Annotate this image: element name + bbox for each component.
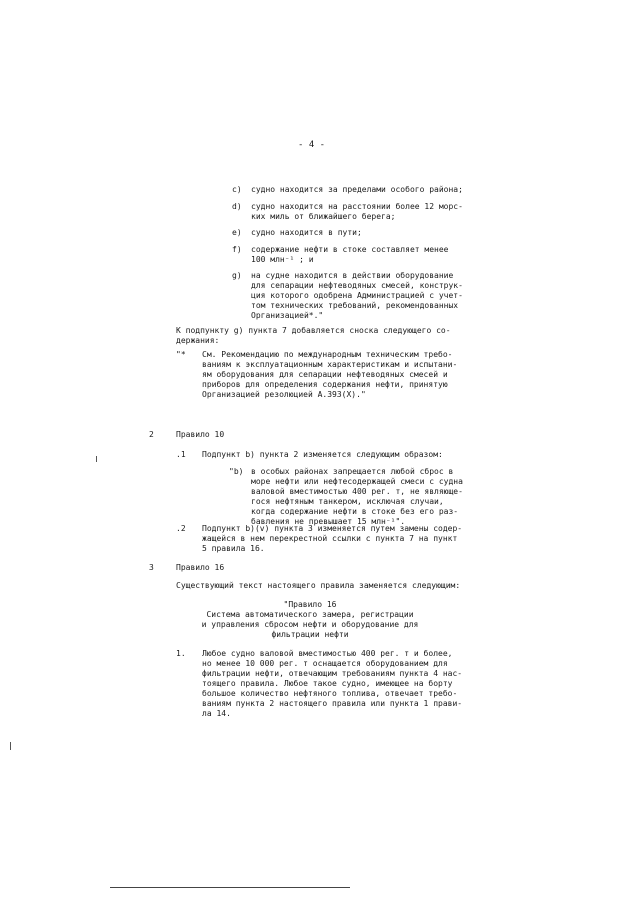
item-line: судно находится за пределами особого района; (251, 185, 463, 194)
subsection-line: Подпункт b)(v) пункта 3 изменяется путем замены содер- (202, 524, 463, 533)
quote-line: когда содержание нефти в стоке без его раз- (251, 507, 459, 516)
scan-mark (96, 456, 97, 462)
paragraph-line: ла 14. (202, 709, 231, 718)
rule-heading-line: и управления сбросом нефти и оборудование для (201, 620, 419, 629)
paragraph-line: Любое судно валовой вместимостью 400 рег. т и более, (202, 649, 453, 658)
scan-mark (10, 742, 11, 750)
paragraph-line: фильтрации нефти, отвечающим требованиям пункта 4 нас- (202, 669, 463, 678)
item-line: том технических требований, рекомендованных (251, 301, 459, 310)
quote-line: валовой вместимостью 400 рег. т, не являюще- (251, 487, 463, 496)
subsection-line: 5 правила 16. (202, 544, 265, 553)
footnote-line: Организацией резолюцией А.393(Х)." (202, 390, 366, 399)
subsection-label: .2 (176, 524, 186, 533)
section-number: 3 (149, 563, 154, 572)
section-intro: Существующий текст настоящего правила заменяется следующим: (176, 581, 461, 590)
item-line: содержание нефти в стоке составляет менее (251, 245, 449, 254)
item-label: f) (232, 245, 242, 254)
footnote-line: ям оборудования для сепарации нефтеводяных смесей и (202, 370, 448, 379)
footnote-line: приборов для определения содержания нефти, принятую (202, 380, 448, 389)
item-line: 100 млн⁻¹ ; и (251, 255, 314, 264)
quote-line: в особых районах запрещается любой сброс в (251, 467, 454, 476)
quote-line: бавления не превышает 15 млн⁻¹". (251, 517, 406, 526)
item-line: ких миль от ближайшего берега; (251, 212, 396, 221)
quote-line: гося нефтяным танкером, исключая случаи, (251, 497, 444, 506)
footnote-intro-line: К подпункту g) пункта 7 добавляется сноска следующего со- (176, 326, 451, 335)
page-number: - 4 - (298, 140, 326, 150)
item-label: g) (232, 271, 242, 280)
item-line: судно находится в пути; (251, 228, 362, 237)
item-label: c) (232, 185, 242, 194)
paragraph-line: ваниям пункта 2 настоящего правила или пункта 1 прави- (202, 699, 463, 708)
quote-line: море нефти или нефтесодержащей смеси с судна (251, 477, 463, 486)
footnote-intro-line: держания: (176, 336, 220, 345)
item-line: судно находится на расстоянии более 12 морс- (251, 202, 463, 211)
rule-heading-line: "Правило 16 (283, 600, 337, 609)
quote-label: "b) (229, 467, 244, 476)
paragraph-line: но менее 10 000 рег. т оснащается оборудованием для (202, 659, 448, 668)
subsection-text: Подпункт b) пункта 2 изменяется следующим образом: (202, 450, 443, 459)
item-line: Организацией*." (251, 311, 324, 320)
item-label: d) (232, 202, 242, 211)
rule-heading-line: фильтрации нефти (271, 630, 349, 639)
section-title: Правило 10 (176, 430, 225, 439)
footnote-mark: "* (176, 350, 186, 359)
rule-heading-line: Система автоматического замера, регистрации (206, 610, 414, 619)
paragraph-line: тоящего правила. Любое такое судно, имеющее на борту (202, 679, 453, 688)
paragraph-label: 1. (176, 649, 186, 658)
scan-bottom-line (110, 887, 350, 888)
item-label: e) (232, 228, 242, 237)
paragraph-line: большое количество нефтяного топлива, отвечает требо- (202, 689, 458, 698)
item-line: на судне находится в действии оборудование (251, 271, 454, 280)
subsection-label: .1 (176, 450, 186, 459)
subsection-line: жащейся в нем перекрестной ссылки с пункта 7 на пункт (202, 534, 458, 543)
footnote-line: См. Рекомендацию по международным техническим требо- (202, 350, 453, 359)
item-line: для сепарации нефтеводяных смесей, конструк- (251, 281, 463, 290)
item-line: ция которого одобрена Администрацией с учет- (251, 291, 463, 300)
section-title: Правило 16 (176, 563, 225, 572)
footnote-line: ваниям к эксплуатационным характеристикам и испытани- (202, 360, 458, 369)
section-number: 2 (149, 430, 154, 439)
